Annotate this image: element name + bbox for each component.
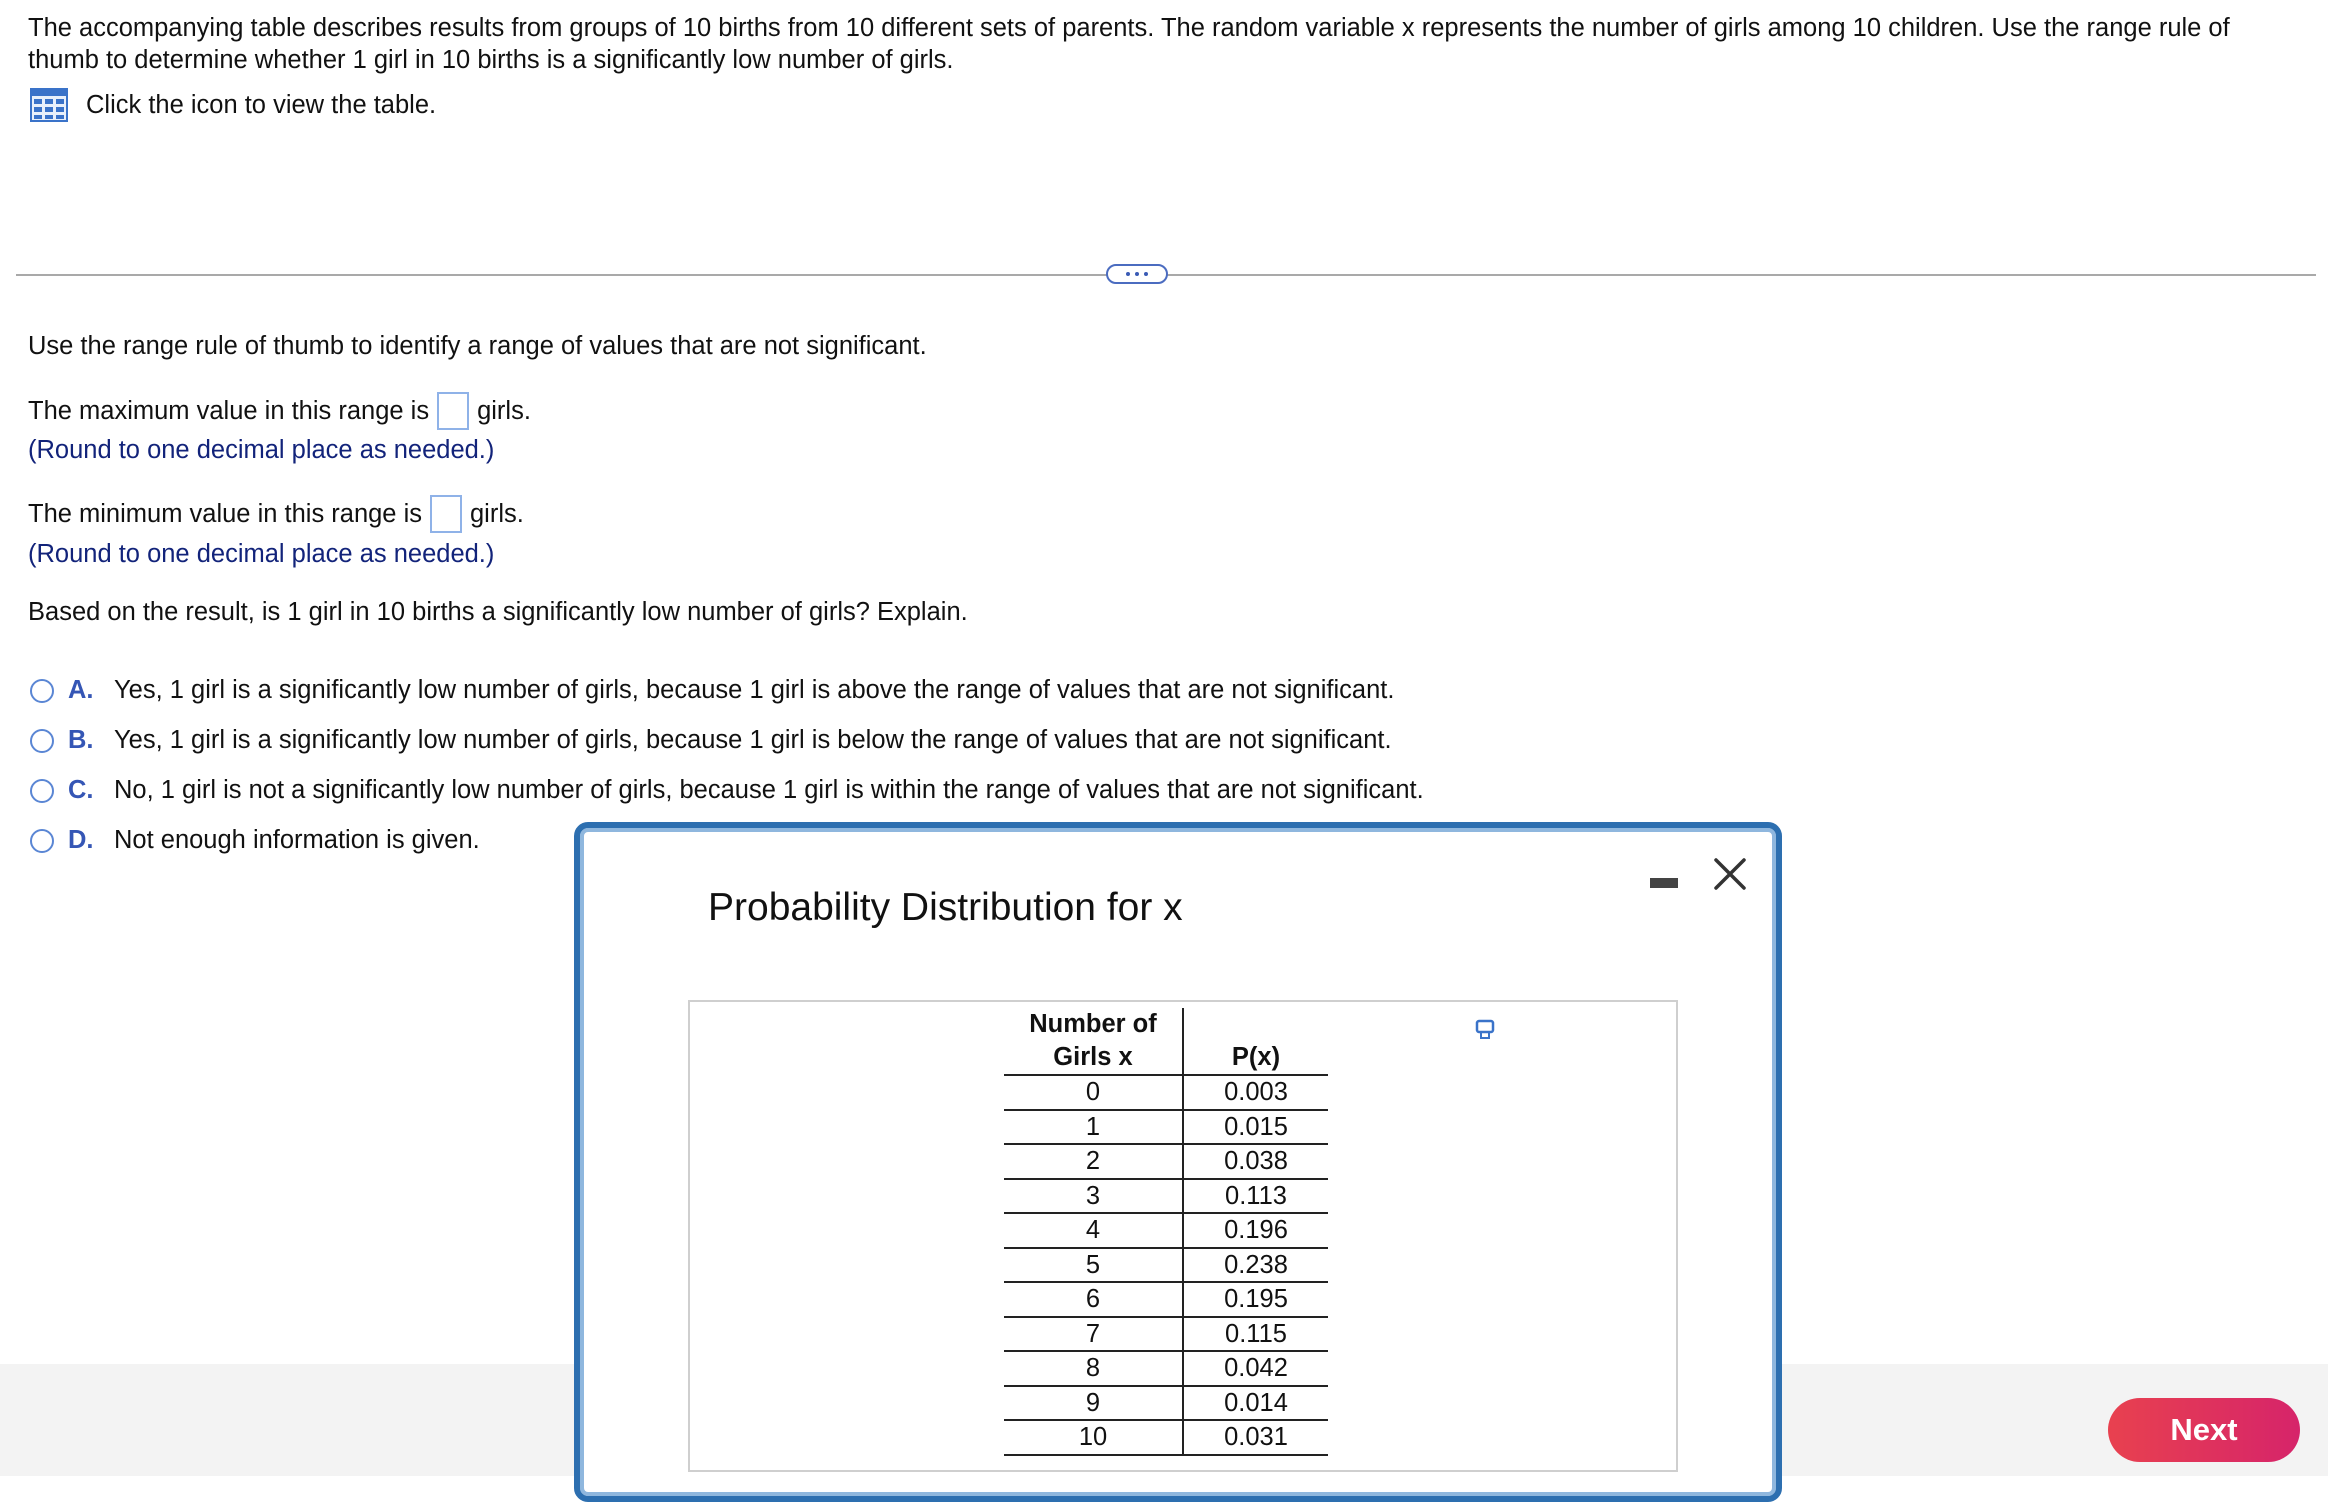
cell-px: 0.042 <box>1183 1351 1328 1386</box>
close-icon[interactable] <box>1710 854 1750 894</box>
view-table-label[interactable]: Click the icon to view the table. <box>86 90 437 119</box>
table-row <box>1004 1282 1328 1317</box>
cell-x: 3 <box>1004 1179 1183 1214</box>
header-px: P(x) <box>1183 1008 1328 1075</box>
table-row <box>1004 1144 1328 1179</box>
max-prefix: The maximum value in this range is <box>28 396 430 425</box>
option-c-letter: C. <box>68 776 94 804</box>
option-a[interactable] <box>30 676 1394 705</box>
header-girls-x: Number of Girls x <box>1004 1008 1183 1075</box>
cell-x: 8 <box>1004 1351 1183 1386</box>
max-suffix: girls. <box>477 396 531 425</box>
next-button[interactable]: Next <box>2108 1398 2300 1462</box>
table-row <box>1004 1213 1328 1248</box>
option-b[interactable] <box>30 726 1392 755</box>
max-value-row <box>28 392 531 430</box>
table-row <box>1004 1110 1328 1145</box>
table-row <box>1004 1248 1328 1283</box>
table-row <box>1004 1075 1328 1110</box>
radio-c[interactable] <box>30 779 54 803</box>
radio-b[interactable] <box>30 729 54 753</box>
option-b-text[interactable]: Yes, 1 girl is a significantly low number of girls, because 1 girl is below the range of values that are not significant. <box>114 726 1392 754</box>
table-header-row <box>1004 1008 1328 1075</box>
option-a-text[interactable]: Yes, 1 girl is a significantly low number of girls, because 1 girl is above the range of values that are not significant. <box>114 676 1395 704</box>
option-c[interactable] <box>30 776 1424 805</box>
table-row <box>1004 1386 1328 1421</box>
modal-title: Probability Distribution for x <box>708 886 1183 929</box>
cell-x: 7 <box>1004 1317 1183 1352</box>
probability-distribution-table <box>1004 1008 1328 1456</box>
cell-px: 0.113 <box>1183 1179 1328 1214</box>
cell-x: 4 <box>1004 1213 1183 1248</box>
table-row <box>1004 1351 1328 1386</box>
cell-px: 0.003 <box>1183 1075 1328 1110</box>
cell-x: 1 <box>1004 1110 1183 1145</box>
cell-px: 0.238 <box>1183 1248 1328 1283</box>
min-hint: (Round to one decimal place as needed.) <box>28 540 495 568</box>
cell-x: 5 <box>1004 1248 1183 1283</box>
cell-px: 0.195 <box>1183 1282 1328 1317</box>
minimize-icon[interactable] <box>1650 878 1678 888</box>
cell-x: 2 <box>1004 1144 1183 1179</box>
question-text: The accompanying table describes results from groups of 10 births from 10 different sets of parents. The random variable x represents the number of girls among 10 children. Use the range rule of thumb to determine whether 1 girl in 10 births is a significantly low number of girls. <box>28 14 2230 74</box>
radio-a[interactable] <box>30 679 54 703</box>
option-c-text[interactable]: No, 1 girl is not a significantly low number of girls, because 1 girl is within the range of values that are not significant. <box>114 776 1424 804</box>
option-b-letter: B. <box>68 726 94 754</box>
cell-px: 0.115 <box>1183 1317 1328 1352</box>
view-table-link[interactable] <box>30 88 436 122</box>
max-hint: (Round to one decimal place as needed.) <box>28 436 495 464</box>
copy-icon[interactable] <box>1474 1018 1496 1040</box>
cell-px: 0.014 <box>1183 1386 1328 1421</box>
option-d-letter: D. <box>68 826 94 854</box>
max-value-input[interactable] <box>437 392 469 430</box>
option-d-text[interactable]: Not enough information is given. <box>114 826 480 854</box>
table-row <box>1004 1420 1328 1455</box>
cell-px: 0.015 <box>1183 1110 1328 1145</box>
cell-x: 0 <box>1004 1075 1183 1110</box>
cell-x: 10 <box>1004 1420 1183 1455</box>
min-value-input[interactable] <box>430 495 462 533</box>
cell-px: 0.196 <box>1183 1213 1328 1248</box>
min-prefix: The minimum value in this range is <box>28 499 422 528</box>
cell-x: 9 <box>1004 1386 1183 1421</box>
option-a-letter: A. <box>68 676 94 704</box>
min-value-row <box>28 495 524 533</box>
cell-px: 0.031 <box>1183 1420 1328 1455</box>
cell-x: 6 <box>1004 1282 1183 1317</box>
expand-dots-button[interactable] <box>1106 264 1168 284</box>
option-d[interactable] <box>30 826 480 855</box>
explain-prompt: Based on the result, is 1 girl in 10 births a significantly low number of girls? Explain. <box>28 598 968 626</box>
radio-d[interactable] <box>30 829 54 853</box>
instruction-text: Use the range rule of thumb to identify a range of values that are not significant. <box>28 332 927 360</box>
table-row <box>1004 1179 1328 1214</box>
cell-px: 0.038 <box>1183 1144 1328 1179</box>
min-suffix: girls. <box>470 499 524 528</box>
table-icon[interactable] <box>30 88 68 122</box>
probability-table-modal <box>574 822 1782 1502</box>
table-row <box>1004 1317 1328 1352</box>
